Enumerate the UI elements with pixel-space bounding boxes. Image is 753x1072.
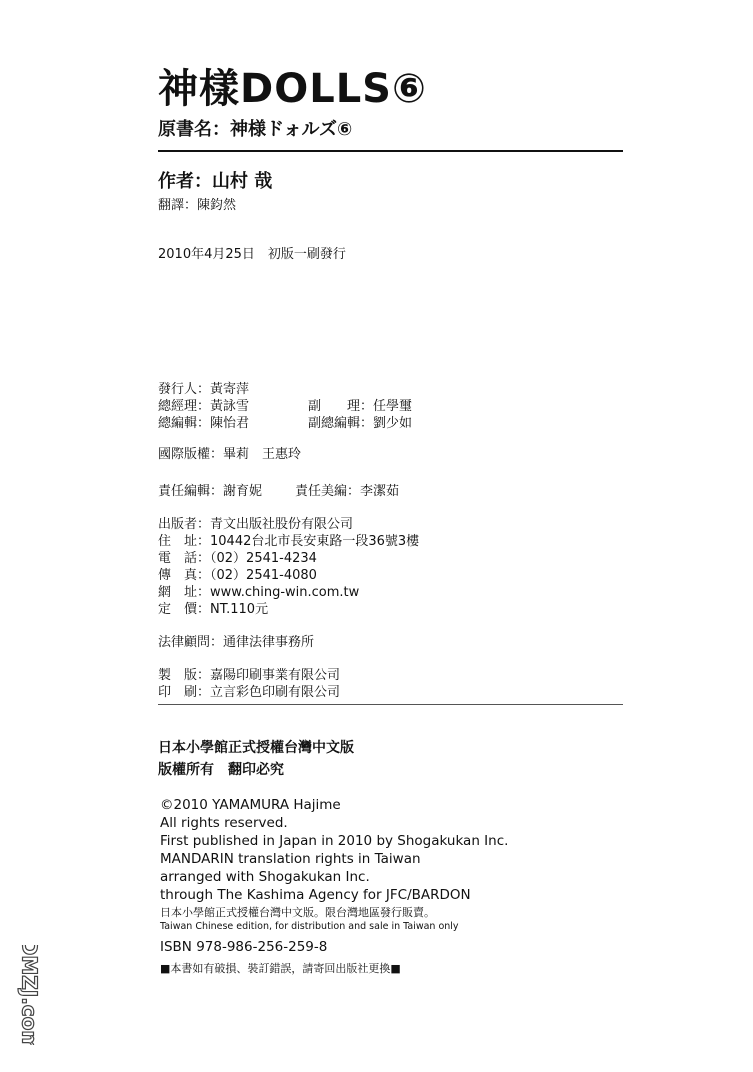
isbn: ISBN 978-986-256-259-8 bbox=[160, 939, 328, 955]
price: 定 價：NT.110元 bbox=[158, 602, 269, 617]
rights-reserved: All rights reserved. bbox=[160, 815, 288, 831]
legal-advisor: 法律顧問：通律法律事務所 bbox=[158, 635, 315, 650]
cn-edition-note: 日本小學館正式授權台灣中文版。限台灣地區發行販賣。 bbox=[160, 906, 435, 919]
original-title: 原書名：神様ドォルズ⑥ bbox=[158, 119, 353, 140]
vice-manager: 副 理：任學璽 bbox=[308, 399, 413, 414]
first-published: First published in Japan in 2010 by Shogakukan Inc. bbox=[160, 833, 509, 849]
book-title: 神樣DOLLS⑥ bbox=[158, 66, 427, 112]
plate-maker: 製 版：嘉陽印刷事業有限公司 bbox=[158, 668, 341, 683]
divider-thick bbox=[158, 150, 623, 152]
author: 作者：山村 哉 bbox=[158, 171, 273, 192]
address: 住 址：10442台北市長安東路一段36號3樓 bbox=[158, 534, 420, 549]
website: 網 址：www.ching-win.com.tw bbox=[158, 585, 360, 600]
dmzj-watermark-logo bbox=[10, 945, 46, 1045]
staff-block bbox=[158, 381, 412, 432]
license-line-1: 日本小學館正式授權台灣中文版 bbox=[158, 740, 354, 756]
publish-date: 2010年4月25日 初版一刷發行 bbox=[158, 247, 346, 262]
publisher: 出版者：青文出版社股份有限公司 bbox=[158, 517, 354, 532]
translator: 翻譯：陳鈞然 bbox=[158, 198, 237, 213]
divider-thin bbox=[158, 704, 623, 705]
fax: 傳 真：（02）2541-4080 bbox=[158, 568, 317, 583]
intl-rights: 國際版權：畢莉 王惠玲 bbox=[158, 447, 302, 462]
license-line-2: 版權所有 翻印必究 bbox=[158, 762, 284, 778]
publisher-person: 發行人：黃寄萍 bbox=[158, 382, 250, 397]
phone: 電 話：（02）2541-4234 bbox=[158, 551, 317, 566]
vice-chief-editor: 副總編輯：劉少如 bbox=[308, 416, 413, 431]
damage-notice: ■本書如有破損、裝訂錯誤，請寄回出版社更換■ bbox=[160, 962, 401, 975]
tw-edition-note: Taiwan Chinese edition, for distribution and sale in Taiwan only bbox=[160, 921, 459, 932]
chief-editor: 總編輯：陳怡君 bbox=[158, 416, 250, 431]
copyright: ©2010 YAMAMURA Hajime bbox=[160, 797, 341, 813]
arranged-with: arranged with Shogakukan Inc. bbox=[160, 869, 370, 885]
agency: through The Kashima Agency for JFC/BARDON bbox=[160, 887, 471, 903]
mandarin-rights: MANDARIN translation rights in Taiwan bbox=[160, 851, 421, 867]
general-manager: 總經理：黃詠雪 bbox=[158, 399, 250, 414]
editor: 責任編輯：謝育妮 bbox=[158, 484, 263, 499]
editors-block bbox=[158, 483, 399, 500]
printer: 印 刷：立言彩色印刷有限公司 bbox=[158, 685, 341, 700]
publisher-block bbox=[158, 516, 419, 618]
svg-text:DMZJ.com: DMZJ.com bbox=[17, 945, 42, 1045]
printing-block bbox=[158, 667, 340, 701]
art-editor: 責任美編：李潔茹 bbox=[295, 484, 400, 499]
